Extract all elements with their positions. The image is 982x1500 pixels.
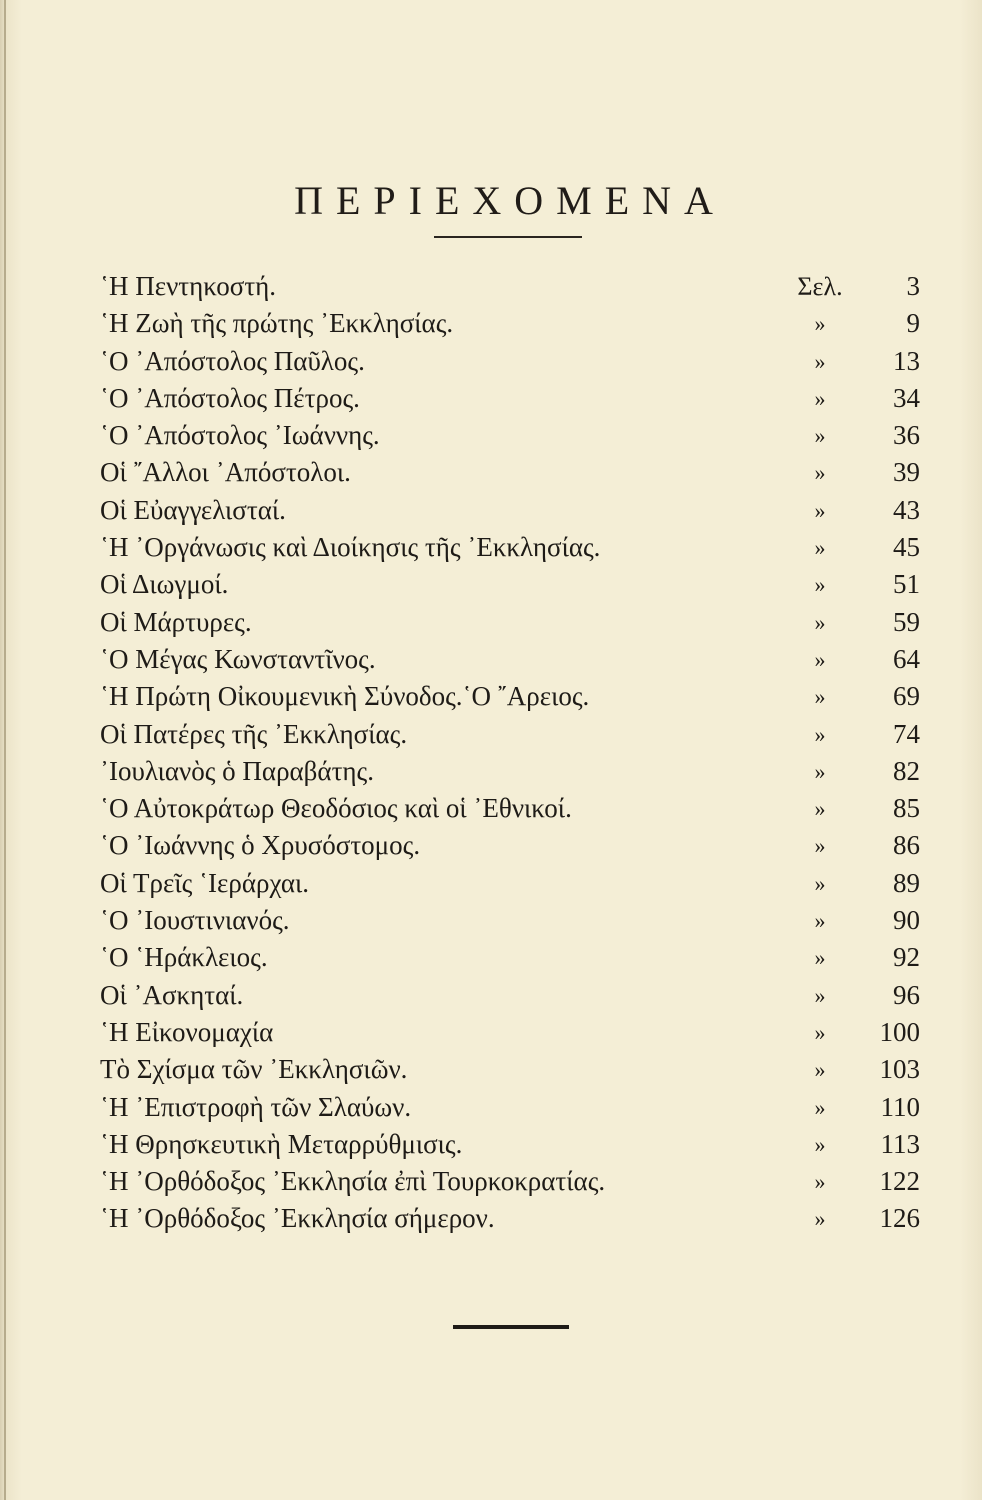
toc-entry: [100, 529, 930, 566]
end-divider: [453, 1325, 569, 1329]
toc-entry-title: ῾Ο ᾿Απόστολος Πέτρος.: [100, 382, 360, 413]
ditto-mark: »: [814, 311, 826, 337]
toc-entry-title: ῾Η Θρησκευτικὴ Μεταρρύθμισις.: [100, 1128, 463, 1159]
ditto-mark: »: [814, 460, 826, 486]
toc-entry: [100, 902, 930, 939]
toc-entry-title: Οἱ ᾿Ασκηταί.: [100, 979, 244, 1010]
toc-entry: [100, 380, 930, 417]
ditto-mark: »: [814, 1131, 826, 1157]
toc-entry-title: ῾Ο ᾿Απόστολος ᾿Ιωάννης.: [100, 420, 380, 451]
toc-page-number: 122: [879, 1166, 920, 1197]
page-abbreviation: Σελ.: [797, 272, 843, 301]
toc-page-number: 59: [893, 606, 920, 637]
toc-page-number: 96: [893, 979, 920, 1010]
toc-entry-title: Τὸ Σχίσμα τῶν ᾿Εκκλησιῶν.: [100, 1054, 408, 1085]
toc-entry: [100, 1014, 930, 1051]
ditto-mark: »: [814, 497, 826, 523]
toc-entry-title: Οἱ Μάρτυρες.: [100, 606, 252, 637]
toc-page-number: 43: [893, 494, 920, 525]
page-title: ΠΕΡΙΕΧΟΜΕΝΑ: [294, 177, 726, 223]
ditto-mark: »: [814, 646, 826, 672]
ditto-mark: »: [814, 908, 826, 934]
toc-entry: [100, 753, 930, 790]
toc-entry-title: ῾Η ᾿Ορθόδοξος ᾿Εκκλησία σήμερον.: [100, 1203, 495, 1234]
toc-page-number: 85: [893, 793, 920, 824]
toc-entry: [100, 1200, 930, 1237]
ditto-mark: »: [814, 572, 826, 598]
toc-entry-title: ᾿Ιουλιανὸς ὁ Παραβάτης.: [100, 755, 374, 786]
toc-page-number: 92: [893, 942, 920, 973]
ditto-mark: »: [814, 833, 826, 859]
toc-entry-title: Οἱ Διωγμοί.: [100, 569, 229, 600]
toc-entry-title: ῾Η Ζωὴ τῆς πρώτης ᾿Εκκλησίας.: [100, 308, 454, 339]
toc-entry: [100, 977, 930, 1014]
toc-entry: [100, 604, 930, 641]
toc-entry-title: ῾Η Πεντηκοστή.: [100, 271, 277, 301]
toc-entry: [100, 566, 930, 603]
ditto-mark: »: [814, 535, 826, 561]
ditto-mark: »: [814, 1169, 826, 1195]
title-divider: [434, 236, 582, 238]
toc-page-number: 89: [893, 867, 920, 898]
toc-entry-title: Οἱ Τρεῖς ῾Ιεράρχαι.: [100, 867, 309, 898]
toc-page-number: 100: [879, 1016, 920, 1047]
toc-entry-title: ῾Η ᾿Ορθόδοξος ᾿Εκκλησία ἐπὶ Τουρκοκρατίας.: [100, 1166, 606, 1197]
toc-entry-title: ῾Ο Αὐτοκράτωρ Θεοδόσιος καὶ οἱ ᾿Εθνικοί.: [100, 793, 572, 824]
ditto-mark: »: [814, 870, 826, 896]
toc-page-number: 90: [893, 905, 920, 936]
page-spine-edge: [4, 0, 6, 1500]
toc-entry-title: ῾Ο ᾿Ιωάννης ὁ Χρυσόστομος.: [100, 830, 421, 861]
toc-page-number: 45: [893, 532, 920, 563]
toc-page-number: 13: [893, 345, 920, 376]
toc-entry-title: Οἱ Πατέρες τῆς ᾿Εκκλησίας.: [100, 718, 408, 749]
ditto-mark: »: [814, 721, 826, 747]
ditto-mark: »: [814, 1206, 826, 1232]
toc-page-number: 64: [893, 643, 920, 674]
toc-entry-title: ῾Ο Μέγας Κωνσταντῖνος.: [100, 643, 376, 674]
toc-entry: [100, 268, 930, 305]
toc-entry: [100, 939, 930, 976]
toc-entry: [100, 1126, 930, 1163]
toc-entry-title: ῾Ο ῾Ηράκλειος.: [100, 942, 268, 973]
toc-entry: [100, 1163, 930, 1200]
toc-entry: [100, 343, 930, 380]
ditto-mark: »: [814, 1094, 826, 1120]
toc-page-number: 51: [893, 569, 920, 600]
toc-entry: [100, 827, 930, 864]
toc-page-number: 113: [880, 1128, 920, 1159]
toc-page-number: 34: [893, 382, 920, 413]
toc-entry-title: Οἱ Εὐαγγελισταί.: [100, 494, 286, 525]
ditto-mark: »: [814, 1057, 826, 1083]
toc-entry: [100, 492, 930, 529]
toc-entry: [100, 417, 930, 454]
toc-entry: [100, 790, 930, 827]
toc-entry-title: ῾Η ᾿Επιστροφὴ τῶν Σλαύων.: [100, 1091, 412, 1122]
ditto-mark: »: [814, 1019, 826, 1045]
toc-page-number: 3: [906, 271, 920, 301]
toc-page-number: 74: [893, 718, 920, 749]
ditto-mark: »: [814, 423, 826, 449]
ditto-mark: »: [814, 348, 826, 374]
toc-entry-title: ῾Ο ᾿Απόστολος Παῦλος.: [100, 345, 365, 376]
toc-page-number: 103: [879, 1054, 920, 1085]
toc-entry: [100, 865, 930, 902]
toc-entry-title: Οἱ ῎Αλλοι ᾿Απόστολοι.: [100, 457, 351, 488]
toc-page-number: 110: [880, 1091, 920, 1122]
toc-page-number: 36: [893, 420, 920, 451]
toc-entry: [100, 1089, 930, 1126]
toc-entry-title: ῾Ο ᾿Ιουστινιανός.: [100, 905, 290, 936]
ditto-mark: »: [814, 609, 826, 635]
toc-entry: [100, 678, 930, 715]
toc-entry-title: ῾Η Εἰκονομαχία: [100, 1016, 274, 1047]
toc-entry: [100, 305, 930, 342]
table-of-contents: [100, 268, 930, 1238]
toc-entry: [100, 641, 930, 678]
toc-page-number: 69: [893, 681, 920, 712]
ditto-mark: »: [814, 758, 826, 784]
ditto-mark: »: [814, 945, 826, 971]
ditto-mark: »: [814, 982, 826, 1008]
ditto-mark: »: [814, 684, 826, 710]
ditto-mark: »: [814, 385, 826, 411]
ditto-mark: »: [814, 796, 826, 822]
toc-entry: [100, 454, 930, 491]
toc-page-number: 9: [906, 308, 920, 339]
toc-page-number: 126: [879, 1203, 920, 1234]
toc-page-number: 39: [893, 457, 920, 488]
toc-entry-title: ῾Η ᾿Οργάνωσις καὶ Διοίκησις τῆς ᾿Εκκλησίας.: [100, 532, 601, 563]
toc-page-number: 82: [893, 755, 920, 786]
toc-entry: [100, 1051, 930, 1088]
toc-entry: [100, 716, 930, 753]
toc-entry-title: ῾Η Πρώτη Οἰκουμενικὴ Σύνοδος.῾Ο ῎Αρειος.: [100, 681, 590, 712]
toc-page-number: 86: [893, 830, 920, 861]
